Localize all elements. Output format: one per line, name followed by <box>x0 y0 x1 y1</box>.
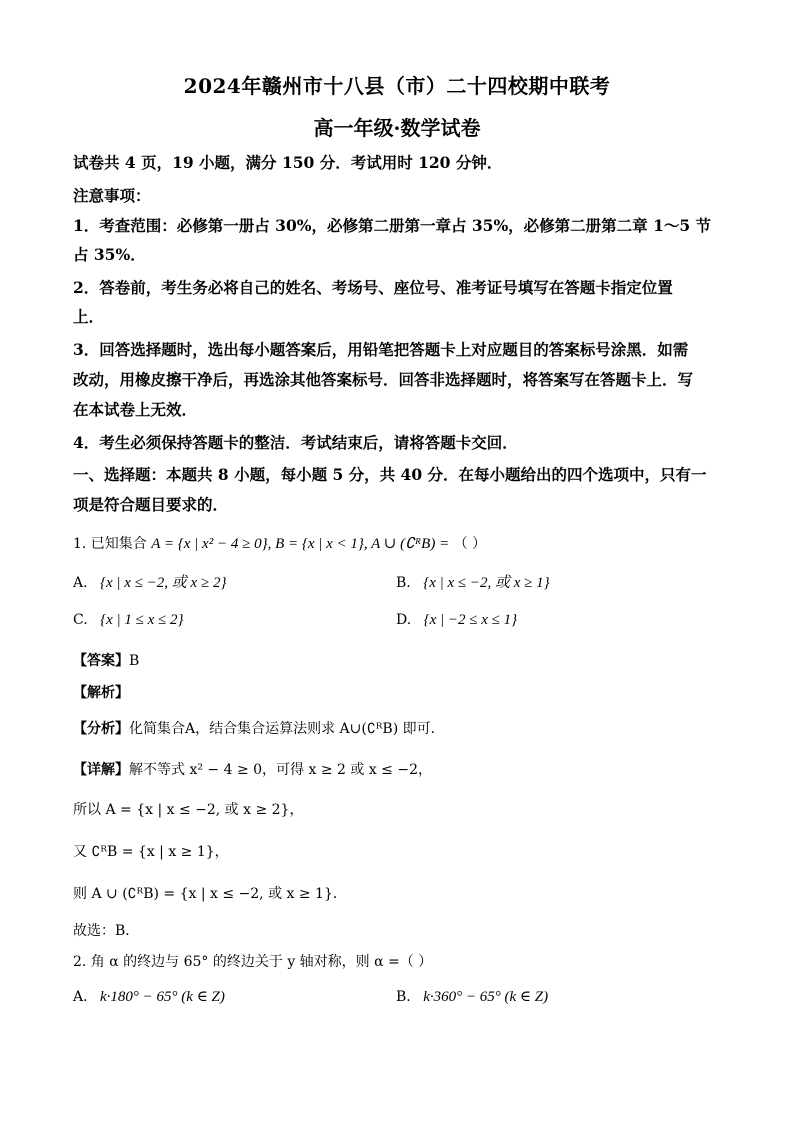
xiangjie-tag: 【详解】 <box>73 762 129 778</box>
solution-conclusion: 故选：B． <box>73 923 140 939</box>
option-label: A. <box>73 575 88 591</box>
question-1-formula: A = {x | x² − 4 ≥ 0}, B = {x | x < 1}, A ∪ (∁ᴿB) = <box>151 536 450 552</box>
option-text: k·360° − 65° (k ∈ Z) <box>423 989 549 1005</box>
xiangjie-row <box>73 759 733 779</box>
option-text: {x | −2 ≤ x ≤ 1} <box>423 612 518 628</box>
fenxi-row <box>73 718 733 738</box>
analysis-row <box>73 682 733 702</box>
intro-line: 试卷共 4 页，19 小题，满分 150 分．考试用时 120 分钟． <box>73 153 503 172</box>
option-label: C. <box>73 612 88 628</box>
section-heading-b: 项是符合题目要求的． <box>73 495 229 514</box>
fenxi-tag: 【分析】 <box>73 721 129 737</box>
question-1-prefix: 1. 已知集合 <box>73 536 147 552</box>
notice-2a: 2．答卷前，考生务必将自己的姓名、考场号、座位号、准考证号填写在答题卡指定位置 <box>73 278 673 297</box>
exam-title: 2024年赣州市十八县（市）二十四校期中联考 <box>183 74 611 98</box>
notice-3b: 改动，用橡皮擦干净后，再选涂其他答案标号．回答非选择题时，将答案写在答题卡上．写 <box>73 370 694 389</box>
option-label: B. <box>396 989 411 1005</box>
option-text: {x | 1 ≤ x ≤ 2} <box>100 612 184 628</box>
notice-1a: 1．考查范围：必修第一册占 30%，必修第二册第一章占 35%，必修第二册第二章 1～5 节 <box>73 216 712 235</box>
notice-4: 4．考生必须保持答题卡的整洁．考试结束后，请将答题卡交回． <box>73 433 518 452</box>
notice-3c: 在本试卷上无效． <box>73 400 198 419</box>
option-label: B. <box>396 575 411 591</box>
answer-row <box>73 650 733 670</box>
solution-step-1: 所以 A = {x | x ≤ −2, 或 x ≥ 2}， <box>73 802 304 818</box>
question-1-option-b <box>396 571 550 592</box>
question-2-stem: 2. 角 α 的终边与 65° 的终边关于 y 轴对称，则 α =（ ） <box>73 954 433 970</box>
notice-1b: 占 35%． <box>73 245 146 264</box>
option-label: D. <box>396 612 412 628</box>
option-text: {x | x ≤ −2, 或 x ≥ 2} <box>100 575 227 591</box>
option-text: k·180° − 65° (k ∈ Z) <box>100 989 225 1005</box>
fenxi-text: 化简集合A，结合集合运算法则求 A∪(∁ᴿB) 即可. <box>129 721 436 737</box>
option-text: {x | x ≤ −2, 或 x ≥ 1} <box>423 575 550 591</box>
question-2-option-b <box>396 987 548 1006</box>
option-label: A. <box>73 989 88 1005</box>
answer-tag: 【答案】 <box>73 653 129 669</box>
solution-step-2: 又 ∁ᴿB = {x | x ≥ 1}， <box>73 844 229 860</box>
question-1-stem <box>73 533 733 553</box>
notice-2b: 上． <box>73 307 105 326</box>
notice-heading: 注意事项： <box>73 186 151 205</box>
question-1-option-c <box>73 612 184 629</box>
section-heading-a: 一、选择题：本题共 8 小题，每小题 5 分，共 40 分．在每小题给出的四个选项中，只有一 <box>73 465 707 484</box>
xiangjie-text: 解不等式 x² − 4 ≥ 0，可得 x ≥ 2 或 x ≤ −2， <box>129 762 432 778</box>
answer-value: B <box>129 653 140 669</box>
question-1-blank: （ ） <box>453 536 487 552</box>
question-2-option-a <box>73 987 225 1006</box>
exam-subtitle: 高一年级·数学试卷 <box>313 116 481 140</box>
question-1-option-a <box>73 571 226 592</box>
notice-3a: 3．回答选择题时，选出每小题答案后，用铅笔把答题卡上对应题目的答案标号涂黑．如需 <box>73 340 689 359</box>
solution-step-3: 则 A ∪ (∁ᴿB) = {x | x ≤ −2, 或 x ≥ 1}． <box>73 886 347 902</box>
analysis-tag: 【解析】 <box>73 685 129 701</box>
question-1-option-d <box>396 612 517 629</box>
